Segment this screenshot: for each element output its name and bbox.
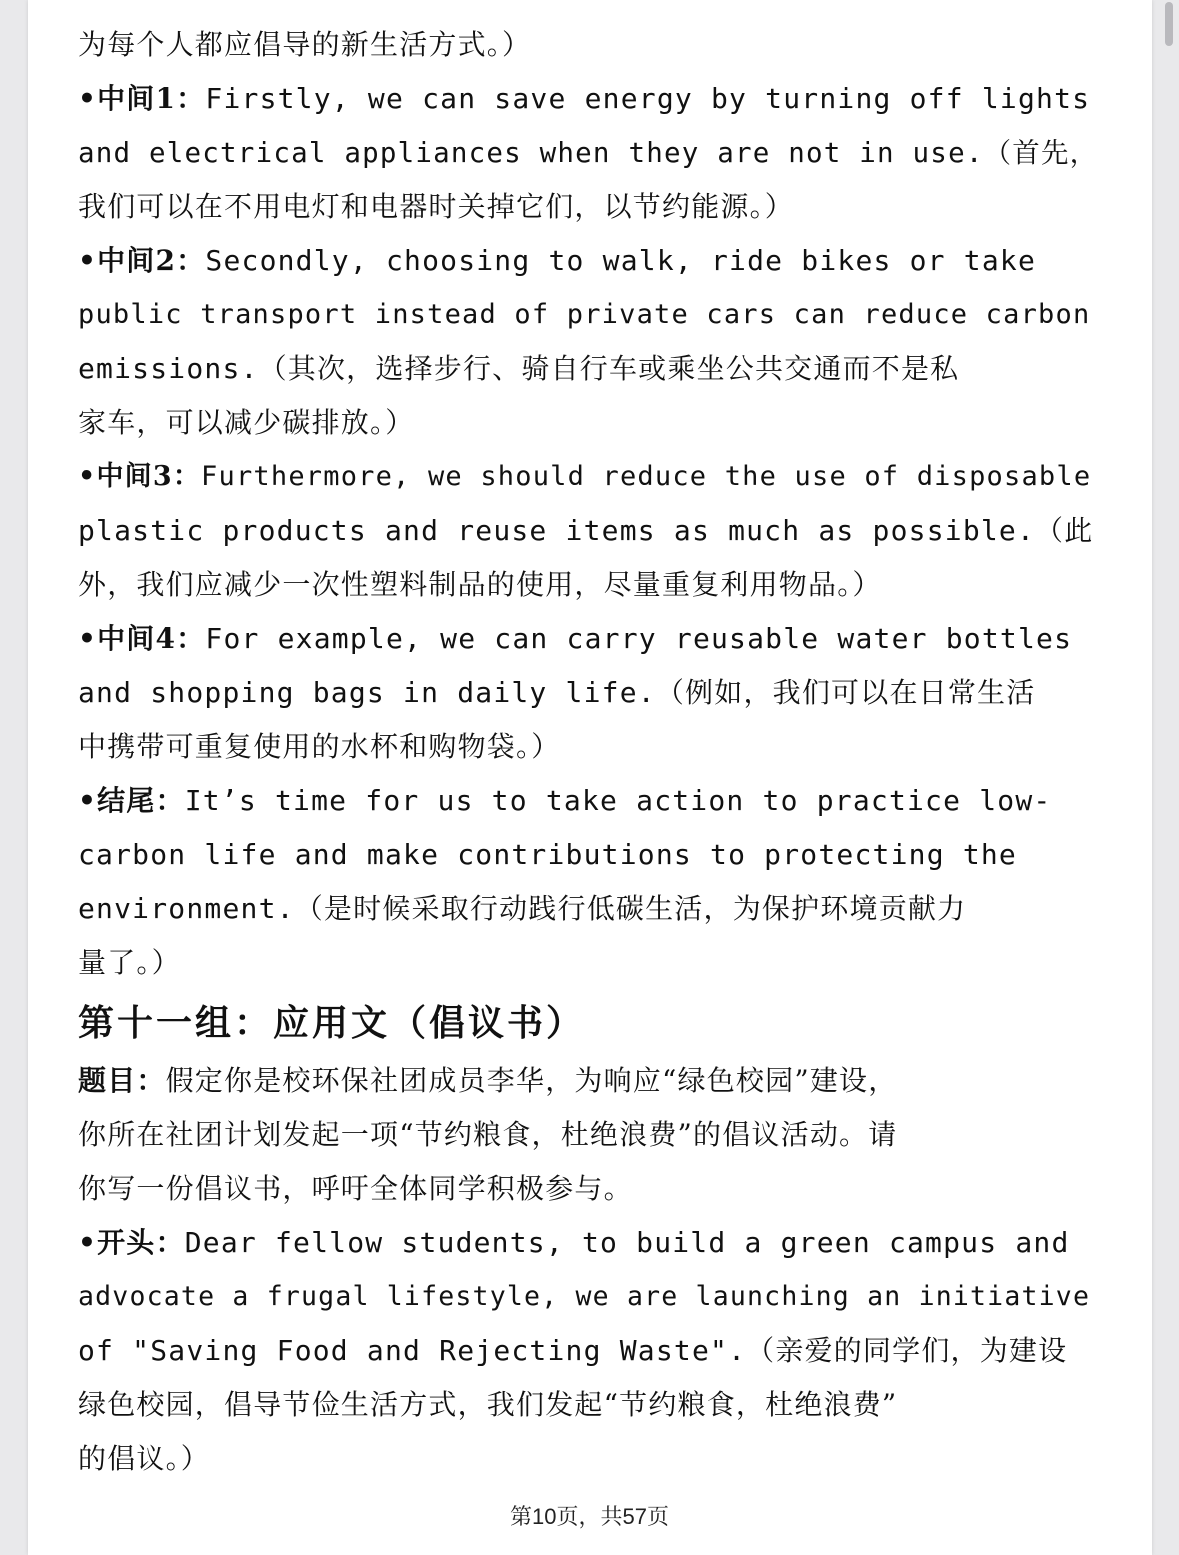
- point-label: •中间3：: [78, 461, 202, 492]
- point-label: •中间2：: [78, 244, 206, 277]
- text-line: and shopping bags in daily life.（例如，我们可以在日常生活: [78, 676, 1036, 709]
- text-line: 中携带可重复使用的水杯和购物袋。）: [78, 730, 561, 763]
- point-ending: [78, 774, 1100, 828]
- text-line: advocate a frugal lifestyle, we are launching an initiative: [78, 1281, 1091, 1312]
- point-text: For example, we can carry reusable water bottles: [205, 622, 1073, 655]
- vertical-scrollbar[interactable]: [1163, 0, 1173, 1555]
- point-label: •中间1：: [78, 82, 206, 115]
- text-line: 为每个人都应倡导的新生活方式。）: [78, 28, 532, 61]
- text-line: 绿色校园，倡导节俭生活方式，我们发起“节约粮食，杜绝浪费”: [78, 1388, 898, 1421]
- point-text: Firstly, we can save energy by turning off lights: [205, 82, 1091, 115]
- text-line: 量了。）: [78, 946, 181, 979]
- text-line: 你所在社团计划发起一项“节约粮食，杜绝浪费”的倡议活动。请: [78, 1118, 898, 1151]
- text-line: 外，我们应减少一次性塑料制品的使用，尽量重复利用物品。）: [78, 568, 882, 601]
- text-line: plastic products and reuse items as much as possible.（此: [78, 514, 1094, 547]
- scrollbar-thumb[interactable]: [1165, 2, 1173, 46]
- point-text: It’s time for us to take action to practice low-: [184, 784, 1052, 817]
- page-indicator: 第10页，共57页: [510, 1504, 669, 1529]
- point-middle-2: [78, 234, 1100, 288]
- section-heading: 第十一组：应用文（倡议书）: [78, 1002, 586, 1044]
- page-content: [78, 18, 1100, 1486]
- point-label: •开头：: [78, 1226, 185, 1259]
- topic-label: 题目：: [78, 1064, 166, 1097]
- text-line: 家车，可以减少碳排放。）: [78, 406, 415, 439]
- point-middle-3: [78, 450, 1100, 504]
- text-line: of "Saving Food and Rejecting Waste".（亲爱的同学们，为建设: [78, 1334, 1068, 1367]
- text-line: 我们可以在不用电灯和电器时关掉它们，以节约能源。）: [78, 190, 795, 223]
- point-label: •中间4：: [78, 622, 206, 655]
- text-line: 你写一份倡议书，呼吁全体同学积极参与。: [78, 1172, 633, 1205]
- point-middle-4: [78, 612, 1100, 666]
- point-opening: [78, 1216, 1100, 1270]
- point-text: Dear fellow students, to build a green campus and: [184, 1226, 1070, 1259]
- point-middle-1: [78, 72, 1100, 126]
- document-page: [28, 0, 1152, 1555]
- topic-text: 假定你是校环保社团成员李华，为响应“绿色校园”建设，: [165, 1064, 898, 1097]
- point-label: •结尾：: [78, 784, 185, 817]
- text-line: environment.（是时候采取行动践行低碳生活，为保护环境贡献力: [78, 892, 967, 925]
- text-line: carbon life and make contributions to protecting the: [78, 838, 1017, 871]
- text-line: emissions.（其次，选择步行、骑自行车或乘坐公共交通而不是私: [78, 352, 960, 385]
- topic-line: [78, 1054, 1100, 1108]
- text-line: and electrical appliances when they are not in use.（首先，: [78, 137, 1099, 169]
- point-text: Secondly, choosing to walk, ride bikes or take: [205, 244, 1037, 277]
- point-text: Furthermore, we should reduce the use of disposable: [201, 461, 1092, 492]
- text-line: 的倡议。）: [78, 1442, 211, 1475]
- text-line: public transport instead of private cars can reduce carbon: [78, 299, 1091, 330]
